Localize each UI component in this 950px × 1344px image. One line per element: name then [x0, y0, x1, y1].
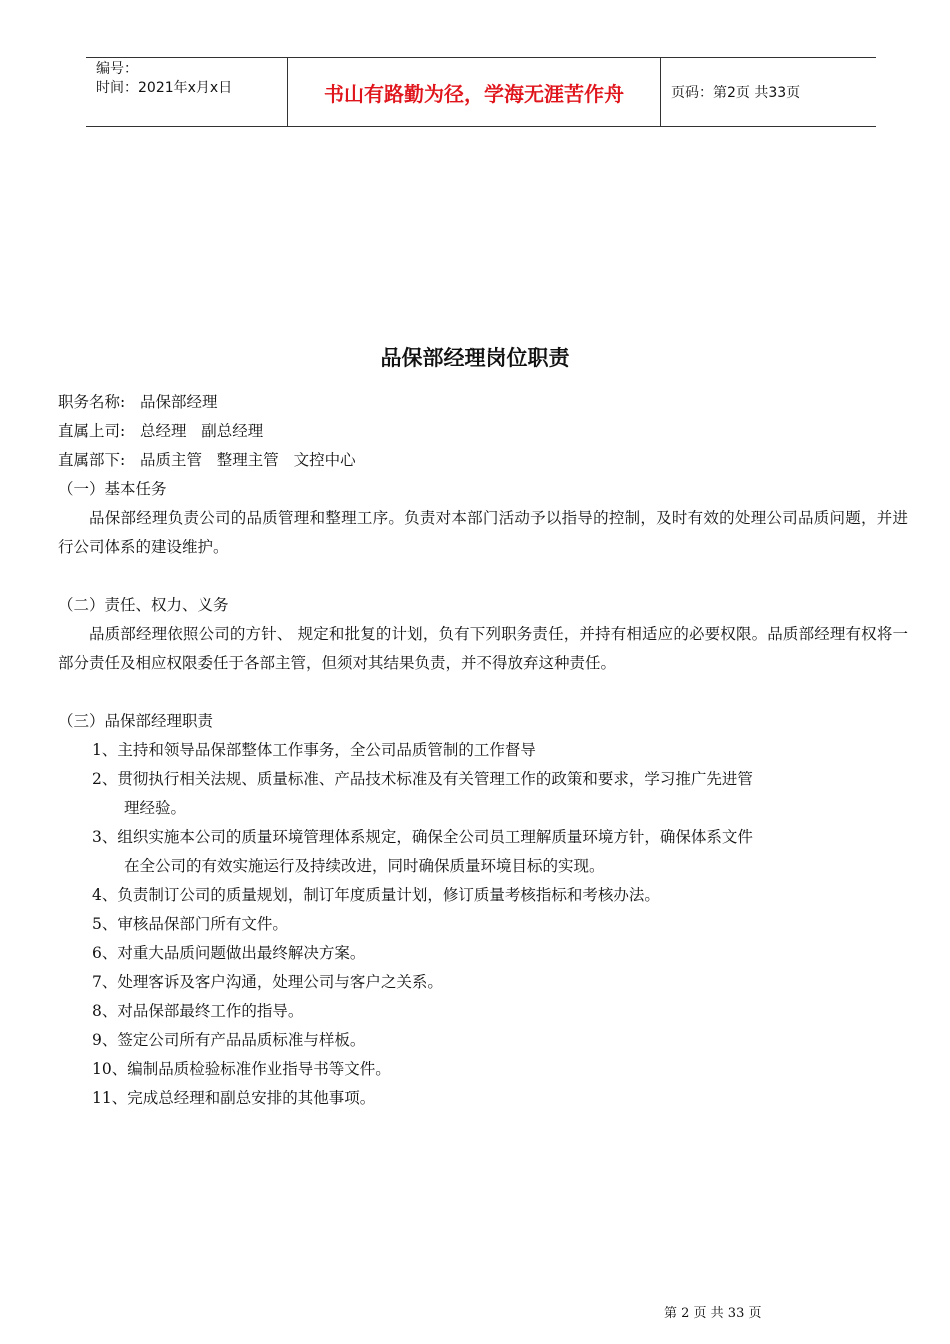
duty-item: 4、负责制订公司的质量规划，制订年度质量计划，修订质量考核指标和考核办法。 [92, 886, 660, 904]
serial-label: 编号： [96, 61, 138, 77]
spacer [58, 562, 908, 591]
duty-item: 9、签定公司所有产品品质标准与样板。 [92, 1031, 366, 1049]
motto-text: 书山有路勤为径，学海无涯苦作舟 [324, 81, 624, 106]
header-table [86, 57, 876, 127]
duty-item: 8、对品保部最终工作的指导。 [92, 1002, 304, 1020]
page-info-text: 页码：第2页 共33页 [671, 85, 801, 101]
section-paragraph: 品质部经理依照公司的方针、 规定和批复的计划，负有下列职务责任，并持有相适应的必要权限。品质部经理有权将一部分责任及相应权限委任于各部主管，但须对其结果负责，并不得放弃这种责任。 [58, 625, 908, 672]
duty-item: 6、对重大品质问题做出最终解决方案。 [92, 944, 366, 962]
section-heading: （一）基本任务 [58, 480, 167, 498]
duty-item: 5、审核品保部门所有文件。 [92, 915, 288, 933]
duty-item-continuation: 在全公司的有效实施运行及持续改进，同时确保质量环境目标的实现。 [124, 857, 605, 875]
duty-item: 10、编制品质检验标准作业指导书等文件。 [92, 1060, 391, 1078]
duty-item: 7、处理客诉及客户沟通，处理公司与客户之关系。 [92, 973, 443, 991]
duty-item: 1、主持和领导品保部整体工作事务，全公司品质管制的工作督导 [92, 741, 536, 759]
section-heading: （三）品保部经理职责 [58, 712, 214, 730]
duty-list [58, 736, 908, 1113]
duty-item: 2、贯彻执行相关法规、质量标准、产品技术标准及有关管理工作的政策和要求，学习推广先进管 [92, 770, 753, 788]
document-body [58, 388, 908, 1113]
page-info-cell [661, 58, 876, 126]
field-supervisor: 直属上司: 总经理 副总经理 [58, 422, 264, 440]
time-label: 时间：2021年x月x日 [96, 80, 233, 96]
duty-item: 3、组织实施本公司的质量环境管理体系规定，确保全公司员工理解质量环境方针，确保体系文件 [92, 828, 753, 846]
section-heading: （二）责任、权力、义务 [58, 596, 229, 614]
document-title: 品保部经理岗位职责 [380, 346, 570, 370]
section-paragraph: 品保部经理负责公司的品质管理和整理工序。负责对本部门活动予以指导的控制，及时有效的处理公司品质问题，并进行公司体系的建设维护。 [58, 509, 908, 556]
field-job-title: 职务名称: 品保部经理 [58, 393, 218, 411]
page-footer: 第 2 页 共 33 页 [664, 1306, 762, 1321]
duty-item-continuation: 理经验。 [124, 799, 187, 817]
spacer [58, 678, 908, 707]
header-meta-cell [86, 58, 288, 126]
field-subordinates: 直属部下: 品质主管 整理主管 文控中心 [58, 451, 356, 469]
motto-cell [288, 58, 661, 126]
duty-item: 11、完成总经理和副总安排的其他事项。 [92, 1089, 376, 1107]
